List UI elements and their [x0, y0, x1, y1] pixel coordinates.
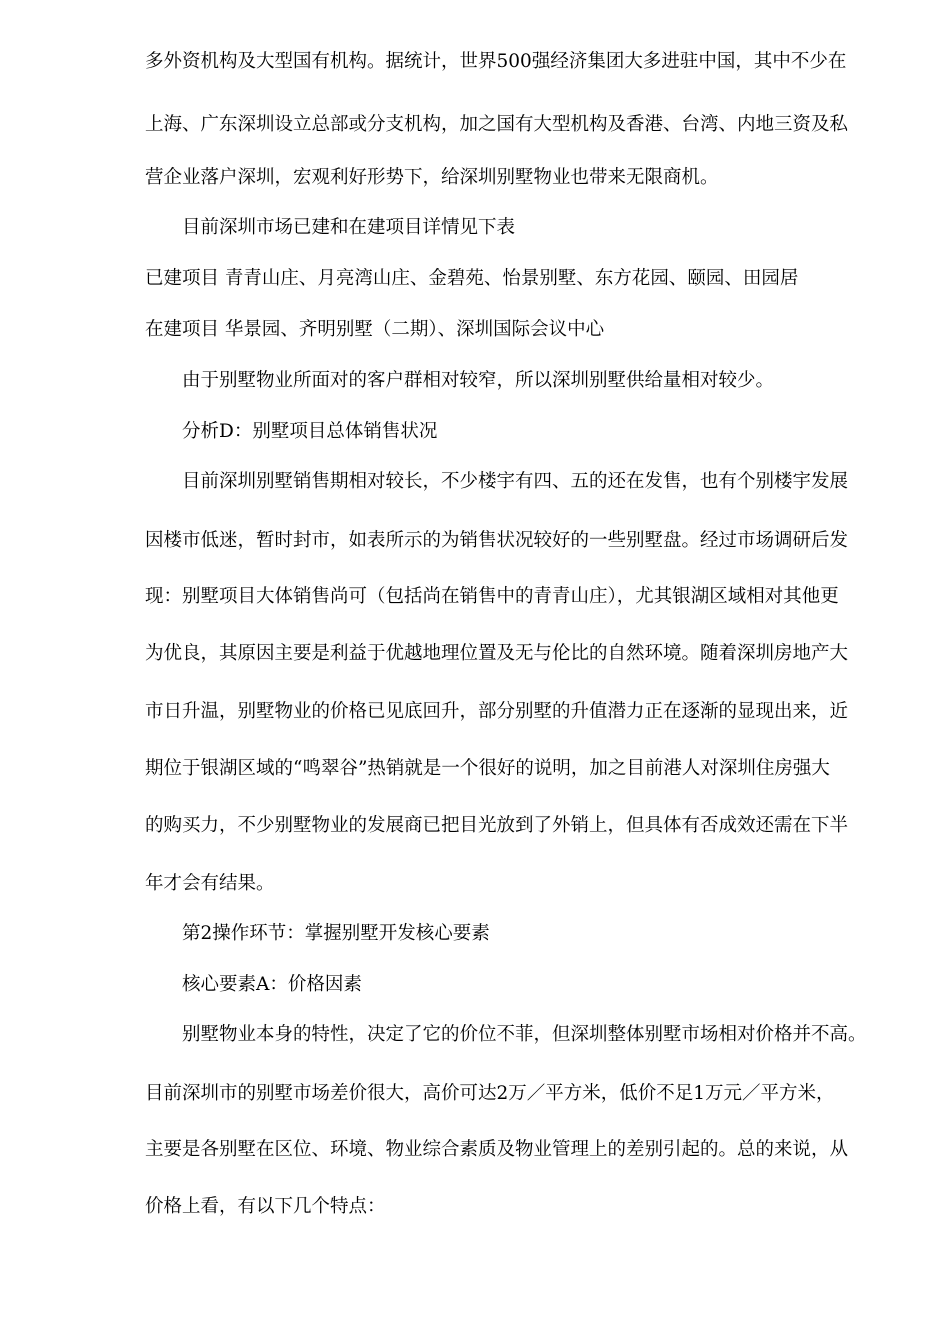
paragraph-line: 目前深圳别墅销售期相对较长，不少楼宇有四、五的还在发售，也有个别楼宇发展: [182, 471, 849, 492]
paragraph-line: 为优良，其原因主要是利益于优越地理位置及无与伦比的自然环境。随着深圳房地产大: [145, 643, 849, 664]
table-row-under-construction: 在建项目 华景园、齐明别墅（二期）、深圳国际会议中心: [145, 319, 605, 340]
paragraph-line: 由于别墅物业所面对的客户群相对较窄，所以深圳别墅供给量相对较少。: [182, 370, 775, 391]
section-heading: 核心要素A：价格因素: [182, 974, 362, 995]
paragraph-line: 别墅物业本身的特性，决定了它的价位不菲，但深圳整体别墅市场相对价格并不高。: [182, 1024, 867, 1045]
paragraph-line: 营企业落户深圳，宏观利好形势下，给深圳别墅物业也带来无限商机。: [145, 167, 719, 188]
paragraph-line: 市日升温，别墅物业的价格已见底回升，部分别墅的升值潜力正在逐渐的显现出来，近: [145, 701, 849, 722]
paragraph-line: 目前深圳市的别墅市场差价很大，高价可达2万／平方米，低价不足1万元／平方米，: [145, 1083, 835, 1104]
paragraph-line: 多外资机构及大型国有机构。据统计，世界500强经济集团大多进驻中国，其中不少在: [145, 51, 847, 72]
paragraph-line: 年才会有结果。: [145, 873, 275, 894]
paragraph-line: 现：别墅项目大体销售尚可（包括尚在销售中的青青山庄），尤其银湖区域相对其他更: [145, 586, 839, 607]
paragraph-line: 期位于银湖区域的“鸣翠谷”热销就是一个很好的说明，加之目前港人对深圳住房强大: [145, 758, 830, 779]
paragraph-line: 的购买力，不少别墅物业的发展商已把目光放到了外销上，但具体有否成效还需在下半: [145, 815, 849, 836]
paragraph-line: 因楼市低迷，暂时封市，如表所示的为销售状况较好的一些别墅盘。经过市场调研后发: [145, 530, 849, 551]
paragraph-line: 目前深圳市场已建和在建项目详情见下表: [182, 217, 516, 238]
section-heading: 第2操作环节：掌握别墅开发核心要素: [182, 923, 490, 944]
table-row-built-projects: 已建项目 青青山庄、月亮湾山庄、金碧苑、怡景别墅、东方花园、颐园、田园居: [145, 268, 799, 289]
paragraph-line: 价格上看，有以下几个特点：: [145, 1196, 386, 1217]
paragraph-line: 上海、广东深圳设立总部或分支机构，加之国有大型机构及香港、台湾、内地三资及私: [145, 114, 849, 135]
paragraph-line: 主要是各别墅在区位、环境、物业综合素质及物业管理上的差别引起的。总的来说，从: [145, 1139, 849, 1160]
section-heading: 分析D：别墅项目总体销售状况: [182, 421, 438, 442]
